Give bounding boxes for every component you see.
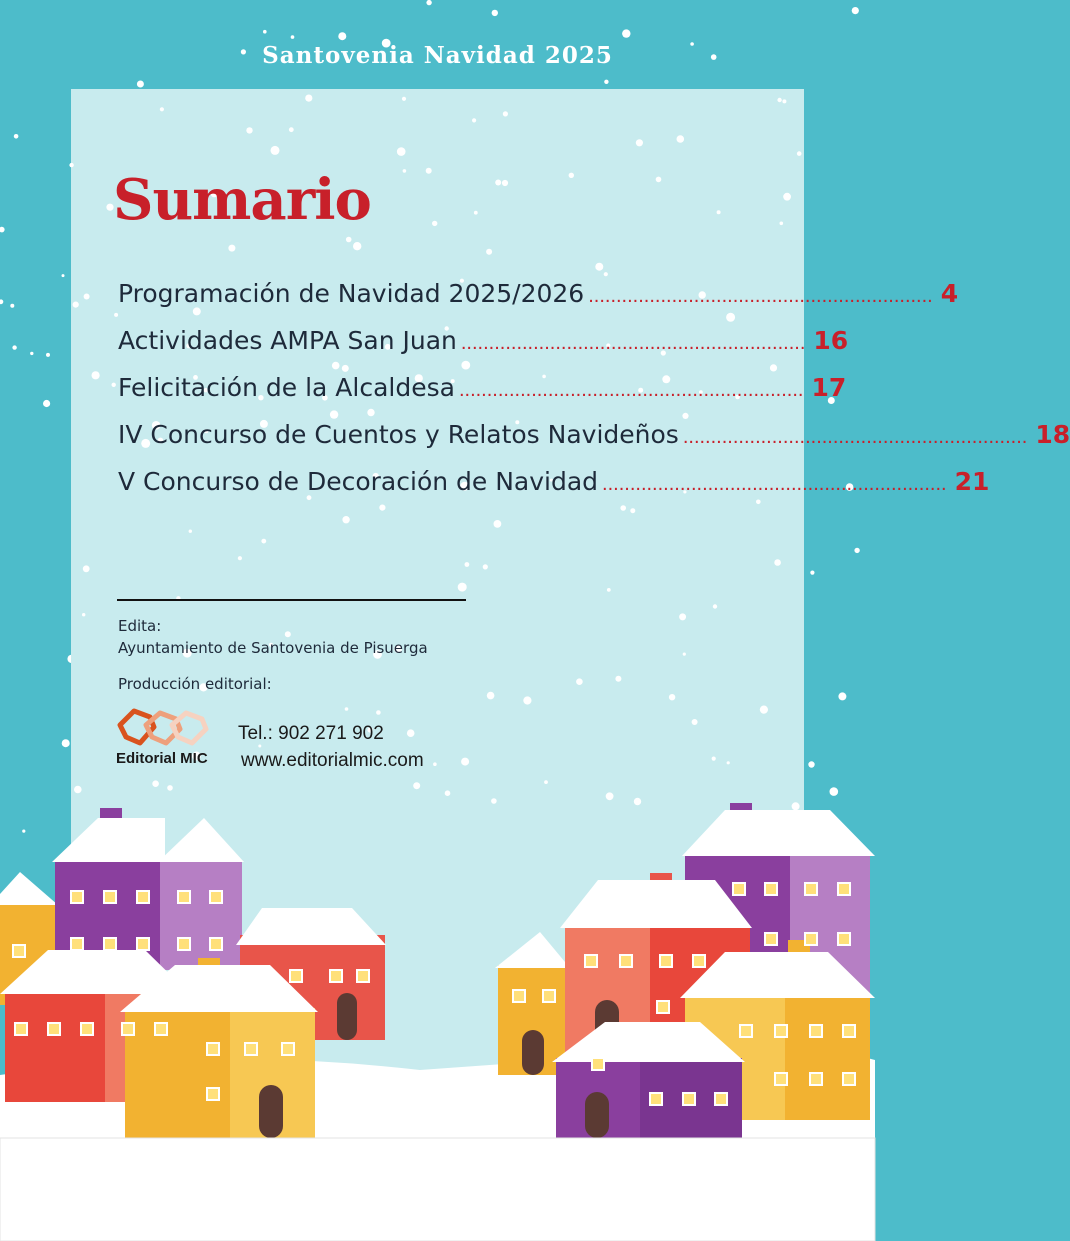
toc-entry-title: Felicitación de la Alcaldesa [118, 373, 455, 402]
snowflake-dot [544, 780, 548, 784]
snowflake-dot [137, 81, 144, 88]
toc-leader-dots: .............................................................. [588, 285, 933, 307]
snowflake-dot [62, 739, 70, 747]
toc-row[interactable] [118, 279, 959, 326]
snowflake-dot [413, 782, 420, 789]
toc-page-number: 4 [940, 279, 959, 308]
snowflake-dot [712, 757, 716, 761]
toc-entry-title: Actividades AMPA San Juan [118, 326, 457, 355]
snowflake-dot [502, 180, 508, 186]
snowflake-dot [426, 168, 432, 174]
snowflake-dot [82, 613, 85, 616]
snowflake-dot [291, 35, 295, 39]
snowflake-dot [607, 588, 611, 592]
snowflake-dot [656, 177, 662, 183]
snowflake-dot [0, 299, 3, 304]
snowflake-dot [780, 222, 784, 226]
snowflake-dot [783, 193, 791, 201]
snowflake-dot [14, 134, 19, 139]
snowflake-dot [679, 613, 686, 620]
toc-row[interactable] [118, 373, 847, 420]
snowflake-dot [112, 383, 116, 387]
edita-value: Ayuntamiento de Santovenia de Pisuerga [118, 639, 428, 657]
snowflake-dot [62, 274, 65, 277]
snowflake-dot [677, 135, 685, 143]
toc-leader-dots: .............................................................. [458, 379, 804, 401]
snowflake-dot [228, 245, 235, 252]
toc-leader-dots: .............................................................. [460, 332, 806, 354]
snowflake-dot [69, 163, 73, 167]
snowflake-dot [433, 762, 437, 766]
snowflake-dot [472, 118, 476, 122]
snowflake-dot [692, 719, 698, 725]
snowflake-dot [465, 562, 470, 567]
credits-divider [117, 599, 466, 601]
publisher-name: Editorial MIC [116, 750, 208, 767]
snowflake-dot [345, 707, 349, 711]
snowflake-dot [305, 95, 312, 102]
toc-entry-title: Programación de Navidad 2025/2026 [118, 279, 585, 308]
toc-row[interactable] [118, 467, 990, 514]
snowflake-dot [160, 107, 164, 111]
snowflake-dot [727, 761, 730, 764]
snowflake-dot [808, 761, 814, 767]
snowflake-dot [152, 780, 159, 787]
snowflake-dot [263, 30, 267, 34]
toc-page-number: 17 [811, 373, 847, 402]
snowflake-dot [622, 29, 630, 37]
edita-label: Edita: [118, 617, 162, 635]
toc-page-number: 16 [813, 326, 849, 355]
snowflake-dot [838, 692, 846, 700]
snowflake-dot [342, 516, 349, 523]
toc-page-number: 21 [954, 467, 990, 496]
toc-leader-dots: .............................................................. [602, 473, 947, 495]
snowflake-dot [797, 151, 802, 156]
table-of-contents [118, 279, 1070, 514]
snowflake-dot [73, 302, 79, 308]
toc-leader-dots: .............................................................. [682, 426, 1028, 448]
snowflake-dot [353, 242, 361, 250]
snowflake-dot [713, 604, 717, 608]
snowflake-dot [595, 263, 603, 271]
snowflake-dot [238, 556, 242, 560]
snowflake-dot [397, 147, 406, 156]
snowflake-dot [458, 583, 467, 592]
snowflake-dot [43, 400, 50, 407]
snowflake-dot [569, 173, 574, 178]
toc-row[interactable] [118, 420, 1070, 467]
snowflake-dot [487, 692, 495, 700]
snowflake-dot [810, 571, 814, 575]
winter-town-illustration [0, 790, 875, 1241]
snowflake-dot [483, 564, 488, 569]
publisher-phone: Tel.: 902 271 902 [238, 723, 384, 744]
toc-row[interactable] [118, 326, 849, 373]
snowflake-dot [189, 530, 192, 533]
snowflake-dot [782, 99, 786, 103]
snowflake-dot [461, 758, 469, 766]
toc-entry-title: IV Concurso de Cuentos y Relatos Navideños [118, 420, 679, 449]
snowflake-dot [604, 272, 608, 276]
snowflake-dot [760, 706, 768, 714]
snowflake-dot [407, 729, 415, 737]
toc-entry-title: V Concurso de Decoración de Navidad [118, 467, 599, 496]
snowflake-dot [636, 139, 643, 146]
magazine-header-title: Santovenia Navidad 2025 [262, 42, 613, 69]
snowflake-dot [486, 249, 492, 255]
snowflake-dot [30, 352, 33, 355]
snowflake-dot [492, 10, 498, 16]
snowflake-dot [261, 539, 266, 544]
snowflake-dot [285, 631, 291, 637]
snowflake-dot [84, 294, 90, 300]
snowflake-dot [494, 520, 502, 528]
snowflake-dot [615, 676, 621, 682]
snowflake-dot [774, 559, 781, 566]
sumario-title: Sumario [113, 167, 371, 233]
snowflake-dot [852, 7, 859, 14]
snowflake-dot [346, 237, 352, 243]
snowflake-dot [46, 353, 50, 357]
snowflake-dot [289, 127, 294, 132]
snowflake-dot [770, 364, 777, 371]
snowflake-dot [854, 548, 859, 553]
snowflake-dot [604, 80, 608, 84]
snowflake-dot [92, 371, 100, 379]
snowflake-dot [576, 678, 583, 685]
snowflake-dot [10, 304, 14, 308]
snowflake-dot [503, 111, 508, 116]
snowflake-dot [474, 211, 478, 215]
snowflake-dot [426, 0, 431, 5]
publisher-website[interactable]: www.editorialmic.com [241, 750, 424, 771]
snowflake-dot [683, 653, 686, 656]
snowflake-dot [523, 696, 531, 704]
snowflake-dot [432, 221, 437, 226]
snowflake-dot [777, 98, 781, 102]
toc-page-number: 18 [1035, 420, 1070, 449]
snowflake-dot [376, 710, 381, 715]
snowflake-dot [717, 210, 721, 214]
snowflake-dot [756, 500, 761, 505]
snowflake-dot [271, 146, 280, 155]
snowflake-dot [338, 32, 346, 40]
snowflake-dot [402, 97, 406, 101]
snowflake-dot [669, 694, 675, 700]
snowflake-dot [403, 169, 407, 173]
produccion-label: Producción editorial: [118, 675, 272, 693]
snowflake-dot [0, 227, 5, 233]
snowflake-dot [495, 180, 501, 186]
snowflake-dot [246, 127, 252, 133]
snowflake-dot [12, 345, 16, 349]
snowflake-dot [83, 565, 90, 572]
